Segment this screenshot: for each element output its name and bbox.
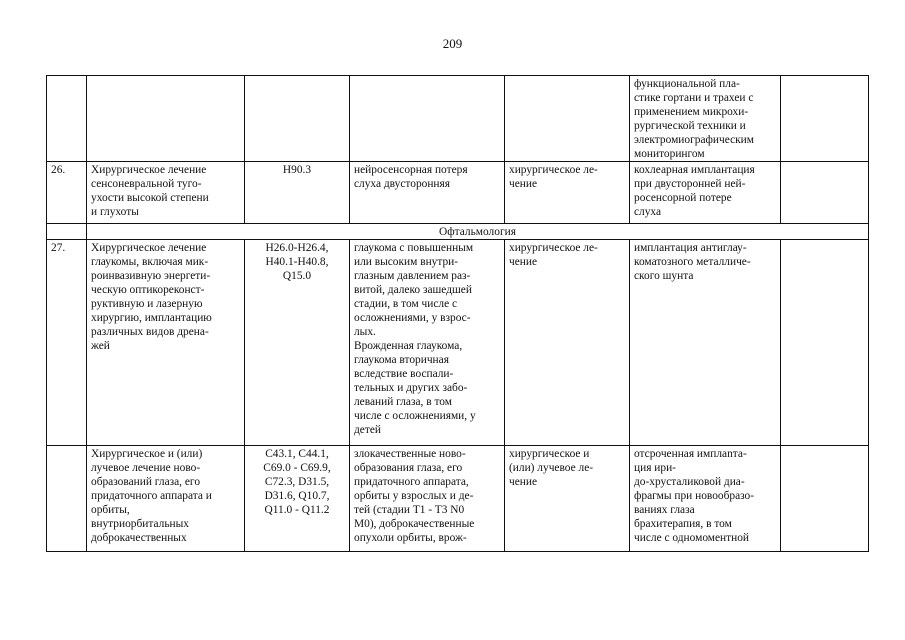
treatment-method: кохлеарная имплантация при двусторонней ней- росенсорной потере слуха xyxy=(630,162,781,224)
page-number: 209 xyxy=(442,36,463,51)
table-row xyxy=(47,76,869,162)
treatment-method: функциональной пла- стике гортани и трахеи с применением микрохи- рургической техники и электромиографическим мониторингом xyxy=(630,76,781,162)
icd-codes: C43.1, C44.1, C69.0 - C69.9, C72.3, D31.5, D31.6, Q10.7, Q11.0 - Q11.2 xyxy=(245,446,350,552)
diagnosis-model: глаукома с повышенным или высоким внутри- глазным давлением раз- витой, далеко зашедшей стадии, в том числе с осложнениями, у взрос- лых. Врожденная глаукома, глаукома вторичная вследствие воспали- тельных и других забо- леваний глаза, в том числе с осложнениями, у детей xyxy=(350,240,505,446)
extra-cell xyxy=(781,162,869,224)
diagnosis-model: злокачественные ново- образования глаза, его придаточного аппарата, орбиты у взрослых и де- тей (стадии T1 - T3 N0 M0), доброкачественные опухоли орбиты, врож- xyxy=(350,446,505,552)
table-row xyxy=(47,446,869,552)
treatment-type: хирургическое ле- чение xyxy=(505,162,630,224)
row-number: 27. xyxy=(47,240,87,446)
section-header: Офтальмология xyxy=(87,224,869,240)
table-row xyxy=(47,240,869,446)
treatment-name: Хирургическое лечение глаукомы, включая мик- роинвазивную энергети- ческую оптикореконст- руктивную и лазерную хирургию, имплантацию различных видов дрена- жей xyxy=(87,240,245,446)
row-number xyxy=(47,446,87,552)
treatment-type: хирургическое ле- чение xyxy=(505,240,630,446)
services-table xyxy=(46,75,869,552)
extra-cell xyxy=(781,76,869,162)
treatment-method: отсроченная имплanта- ция ири- до-хрусталиковой диа- фрагмы при новообразо- ваниях глаза брахитерапия, в том числе с одномоментной xyxy=(630,446,781,552)
row-number: 26. xyxy=(47,162,87,224)
treatment-method: имплантация антиглау- коматозного металличе- ского шунта xyxy=(630,240,781,446)
row-number xyxy=(47,76,87,162)
treatment-name: Хирургическое и (или) лучевое лечение ново- образований глаза, его придаточного аппарата и орбиты, внутриорбитальных доброкачественных xyxy=(87,446,245,552)
treatment-name: Хирургическое лечение сенсоневральной туго- ухости высокой степени и глухоты xyxy=(87,162,245,224)
diagnosis-model xyxy=(350,76,505,162)
table-row xyxy=(47,162,869,224)
section-spacer xyxy=(47,224,87,240)
diagnosis-model: нейросенсорная потеря слуха двусторонняя xyxy=(350,162,505,224)
extra-cell xyxy=(781,446,869,552)
extra-cell xyxy=(781,240,869,446)
section-header-row xyxy=(47,224,869,240)
treatment-name xyxy=(87,76,245,162)
icd-codes: H90.3 xyxy=(245,162,350,224)
icd-codes xyxy=(245,76,350,162)
treatment-type xyxy=(505,76,630,162)
treatment-type: хирургическое и (или) лучевое ле- чение xyxy=(505,446,630,552)
icd-codes: H26.0-H26.4, H40.1-H40.8, Q15.0 xyxy=(245,240,350,446)
